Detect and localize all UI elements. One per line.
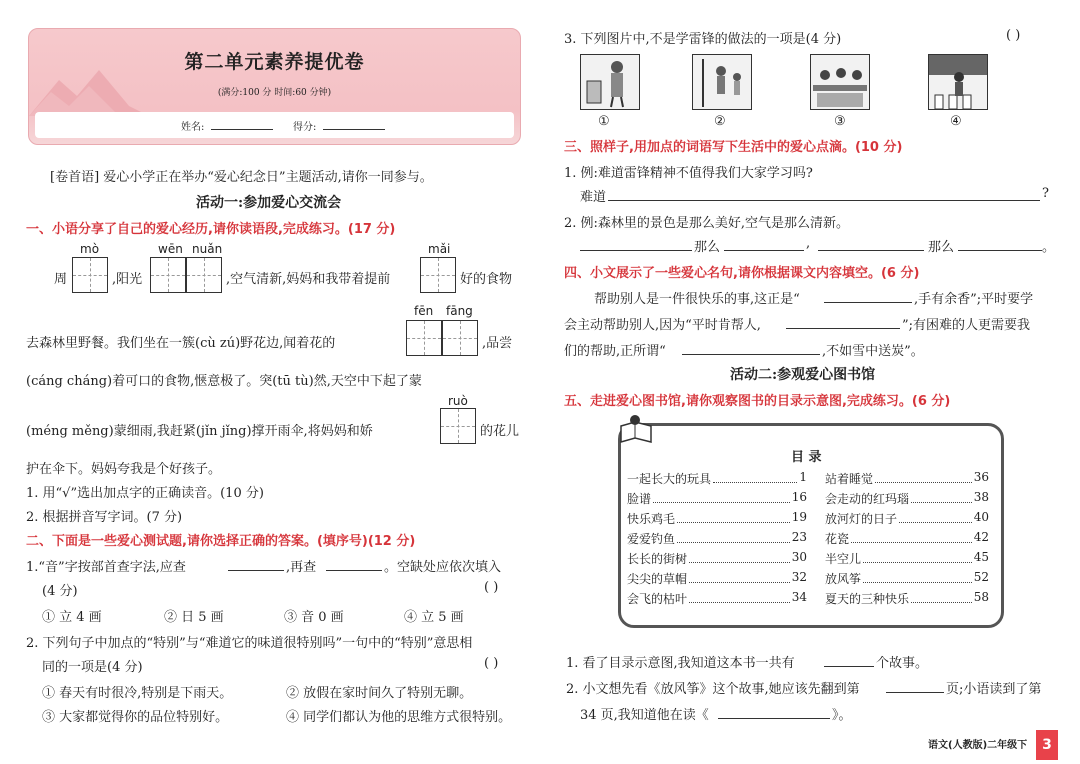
toc-story-title: 站着睡觉 xyxy=(825,472,874,486)
name-field[interactable] xyxy=(211,116,273,130)
activity-1-heading: 活动一:参加爱心交流会 xyxy=(196,195,342,211)
picture-label-1: ① xyxy=(598,114,610,129)
section-4-line-2a: 会主动帮助别人,因为“平时肯帮人, xyxy=(564,318,761,333)
toc-row-left xyxy=(627,530,807,547)
picture-4-crossing xyxy=(928,54,988,110)
answer-blank-radical[interactable] xyxy=(228,556,284,571)
toc-leader-dots xyxy=(863,570,972,583)
question-5-2b: 页;小语读到了第 xyxy=(946,682,1042,697)
toc-row-left xyxy=(627,590,807,607)
question-2-1-points: (4 分) xyxy=(42,584,78,599)
toc-story-title: 会飞的枯叶 xyxy=(627,592,688,606)
option-2-2-b: ② 放假在家时间久了特别无聊。 xyxy=(286,686,473,701)
score-label: 得分: xyxy=(293,122,317,133)
table-of-contents-card xyxy=(618,423,1004,628)
answer-blank-5-2a[interactable] xyxy=(886,678,944,693)
toc-story-title: 花瓷 xyxy=(825,532,850,546)
toc-page-number: 16 xyxy=(791,490,807,504)
section-4-line-1a: 帮助别人是一件很快乐的事,这正是“ xyxy=(594,292,800,307)
word-name-1: 那么 xyxy=(694,240,721,255)
toc-page-number: 42 xyxy=(973,530,989,544)
name-score-bar xyxy=(35,112,514,138)
picture-1-trash xyxy=(580,54,640,110)
toc-leader-dots xyxy=(689,590,790,603)
answer-blank-3-2b[interactable] xyxy=(724,236,804,251)
toc-story-title: 快乐鸡毛 xyxy=(627,512,676,526)
toc-row-right xyxy=(825,550,989,567)
example-3-2: 2. 例:森林里的景色是那么美好,空气是那么清新。 xyxy=(564,216,850,231)
option-2-1-b: ② 日 5 画 xyxy=(164,610,224,625)
toc-page-number: 34 xyxy=(791,590,807,604)
activity-2-heading: 活动二:参观爱心图书馆 xyxy=(730,367,876,383)
passage-line-4a: (méng měng)蒙细雨,我赶紧(jǐn jǐng)撑开雨伞,将妈妈和娇 xyxy=(26,424,373,439)
char-box-mai[interactable] xyxy=(420,257,456,293)
question-2-1a: 1.“音”字按部首查字法,应查 xyxy=(26,560,186,575)
toc-leader-dots xyxy=(863,550,972,563)
section-4-line-2b: ”;有困难的人更需要我 xyxy=(902,318,1031,333)
toc-story-title: 半空儿 xyxy=(825,552,862,566)
toc-leader-dots xyxy=(653,490,790,503)
section-4-title: 四、小文展示了一些爱心名句,请你根据课文内容填空。(6 分) xyxy=(564,266,920,281)
question-2-2a: 2. 下列句子中加点的“特别”与“难道它的味道很特别吗”一句中的“特别”意思相 xyxy=(26,636,473,651)
toc-row-left xyxy=(627,550,807,567)
question-5-2a: 2. 小文想先看《放风筝》这个故事,她应该先翻到第 xyxy=(566,682,860,697)
answer-blank-5-2b[interactable] xyxy=(718,704,830,719)
option-2-1-c: ③ 音 0 画 xyxy=(284,610,344,625)
passage-line-4b: 的花儿 xyxy=(480,424,520,439)
picture-3-classroom xyxy=(810,54,870,110)
question-1-1: 1. 用“√”选出加点字的正确读音。(10 分) xyxy=(26,486,264,501)
answer-blank-3-2c[interactable] xyxy=(818,236,924,251)
toc-leader-dots xyxy=(689,550,790,563)
char-box-wen[interactable] xyxy=(150,257,186,293)
answer-blank-4-1[interactable] xyxy=(824,288,912,303)
pinyin-wen: wēn xyxy=(158,242,183,256)
answer-blank-4-3[interactable] xyxy=(682,340,820,355)
section-4-line-3a: 们的帮助,正所谓“ xyxy=(564,344,666,359)
toc-page-number: 58 xyxy=(973,590,989,604)
pinyin-mo: mò xyxy=(80,242,100,256)
toc-row-left xyxy=(627,470,807,487)
toc-page-number: 36 xyxy=(973,470,989,484)
question-5-2c: 34 页,我知道他在读《 xyxy=(580,708,709,723)
section-3-title: 三、照样子,用加点的词语写下生活中的爱心点滴。(10 分) xyxy=(564,140,903,155)
toc-row-right xyxy=(825,590,989,607)
char-box-fang[interactable] xyxy=(442,320,478,356)
toc-story-title: 脸谱 xyxy=(627,492,652,506)
word-name-2: 那么 xyxy=(928,240,955,255)
question-2-3: 3. 下列图片中,不是学雷锋的做法的一项是(4 分) xyxy=(564,32,842,47)
option-2-2-a: ① 春天有时很冷,特别是下雨天。 xyxy=(42,686,233,701)
question-5-2d: 》。 xyxy=(832,708,852,723)
passage-line-1c: ,空气清新,妈妈和我带着提前 xyxy=(226,272,391,287)
char-box-mo[interactable] xyxy=(72,257,108,293)
comma-3-2: , xyxy=(806,236,811,251)
toc-story-title: 会走动的红玛瑙 xyxy=(825,492,910,506)
toc-row-right xyxy=(825,510,989,527)
toc-story-title: 一起长大的玩具 xyxy=(627,472,712,486)
toc-story-title: 爱爱钓鱼 xyxy=(627,532,676,546)
passage-line-1b: ,阳光 xyxy=(112,272,143,287)
question-1-2: 2. 根据拼音写字词。(7 分) xyxy=(26,510,183,525)
char-box-ruo[interactable] xyxy=(440,408,476,444)
answer-paren-2-3[interactable]: ( ) xyxy=(1006,28,1021,43)
toc-story-title: 长长的街树 xyxy=(627,552,688,566)
toc-row-left xyxy=(627,570,807,587)
intro-text: [卷首语] 爱心小学正在举办“爱心纪念日”主题活动,请你一同参与。 xyxy=(50,170,433,185)
question-5-1b: 个故事。 xyxy=(876,656,929,671)
answer-blank-4-2[interactable] xyxy=(786,314,900,329)
example-3-1: 1. 例:难道雷锋精神不值得我们大家学习吗? xyxy=(564,166,813,181)
question-2-1c: 。空缺处应依次填入 xyxy=(384,560,502,575)
toc-leader-dots xyxy=(677,530,790,543)
toc-leader-dots xyxy=(911,590,972,603)
toc-leader-dots xyxy=(875,470,972,483)
char-box-fen[interactable] xyxy=(406,320,442,356)
toc-row-right xyxy=(825,530,989,547)
toc-leader-dots xyxy=(911,490,972,503)
toc-page-number: 1 xyxy=(799,470,807,484)
section-4-line-1b: ,手有余香”;平时要学 xyxy=(914,292,1034,307)
answer-blank-3-2d[interactable] xyxy=(958,236,1042,251)
toc-page-number: 38 xyxy=(973,490,989,504)
answer-blank-5-1[interactable] xyxy=(824,652,874,667)
toc-story-title: 夏天的三种快乐 xyxy=(825,592,910,606)
answer-blank-3-2a[interactable] xyxy=(580,236,692,251)
answer-paren-2-2[interactable]: ( ) xyxy=(484,656,499,671)
toc-row-left xyxy=(627,510,807,527)
picture-label-3: ③ xyxy=(834,114,846,129)
pinyin-nuan: nuǎn xyxy=(192,242,223,256)
toc-story-title: 尖尖的草帽 xyxy=(627,572,688,586)
toc-leader-dots xyxy=(677,510,790,523)
option-2-2-d: ④ 同学们都认为他的思维方式很特别。 xyxy=(286,710,512,725)
toc-page-number: 52 xyxy=(973,570,989,584)
section-5-title: 五、走进爱心图书馆,请你观察图书的目录示意图,完成练习。(6 分) xyxy=(564,394,951,409)
option-2-1-d: ④ 立 5 画 xyxy=(404,610,464,625)
header-banner xyxy=(28,28,521,145)
exam-info: (满分:100 分 时间:60 分钟) xyxy=(217,88,332,98)
toc-page-number: 30 xyxy=(791,550,807,564)
footer-book: 语文(人教版)二年级下 xyxy=(928,740,1028,751)
toc-leader-dots xyxy=(851,530,972,543)
toc-leader-dots xyxy=(689,570,790,583)
page-title: 第二单元素养提优卷 xyxy=(184,51,365,73)
toc-leader-dots xyxy=(899,510,972,523)
toc-leader-dots xyxy=(713,470,797,483)
question-mark: ? xyxy=(1042,186,1049,201)
question-5-1a: 1. 看了目录示意图,我知道这本书一共有 xyxy=(566,656,795,671)
section-1-title: 一、小语分享了自己的爱心经历,请你读语段,完成练习。(17 分) xyxy=(26,222,396,237)
question-2-1b: ,再查 xyxy=(286,560,317,575)
passage-line-5: 护在伞下。妈妈夸我是个好孩子。 xyxy=(26,462,222,477)
toc-page-number: 32 xyxy=(791,570,807,584)
passage-line-1a: 周 xyxy=(54,272,68,287)
name-label: 姓名: xyxy=(181,122,205,133)
toc-page-number: 45 xyxy=(973,550,989,564)
passage-line-2b: ,品尝 xyxy=(482,336,513,351)
book-icon xyxy=(619,414,653,444)
answer-blank-strokes[interactable] xyxy=(326,556,382,571)
toc-row-right xyxy=(825,470,989,487)
toc-story-title: 放河灯的日子 xyxy=(825,512,898,526)
pinyin-mai: mǎi xyxy=(428,242,451,256)
pinyin-fang: fāng xyxy=(446,304,473,318)
period-3-2: 。 xyxy=(1042,240,1056,255)
toc-row-left xyxy=(627,490,807,507)
toc-story-title: 放风筝 xyxy=(825,572,862,586)
picture-label-2: ② xyxy=(714,114,726,129)
page-number: 3 xyxy=(1036,730,1058,760)
picture-2-helping xyxy=(692,54,752,110)
option-2-2-c: ③ 大家都觉得你的品位特别好。 xyxy=(42,710,229,725)
passage-line-2a: 去森林里野餐。我们坐在一簇(cù zú)野花边,闻着花的 xyxy=(26,336,336,351)
passage-line-3: (cáng cháng)着可口的食物,惬意极了。突(tū tù)然,天空中下起了蒙 xyxy=(26,374,422,389)
toc-page-number: 23 xyxy=(791,530,807,544)
toc-row-right xyxy=(825,570,989,587)
answer-paren-2-1[interactable]: ( ) xyxy=(484,580,499,595)
toc-title: 目 录 xyxy=(791,450,822,465)
fill-prefix-nandao: 难道 xyxy=(580,190,607,205)
option-2-1-a: ① 立 4 画 xyxy=(42,610,102,625)
toc-page-number: 19 xyxy=(791,510,807,524)
section-2-title: 二、下面是一些爱心测试题,请你选择正确的答案。(填序号)(12 分) xyxy=(26,534,416,549)
toc-row-right xyxy=(825,490,989,507)
picture-label-4: ④ xyxy=(950,114,962,129)
question-2-2b: 同的一项是(4 分) xyxy=(42,660,143,675)
answer-blank-3-1[interactable] xyxy=(608,186,1040,201)
pinyin-fen: fēn xyxy=(414,304,434,318)
section-4-line-3b: ,不如雪中送炭”。 xyxy=(822,344,924,359)
passage-line-1d: 好的食物 xyxy=(460,272,513,287)
pinyin-ruo: ruò xyxy=(448,394,468,408)
toc-page-number: 40 xyxy=(973,510,989,524)
char-box-nuan[interactable] xyxy=(186,257,222,293)
score-field[interactable] xyxy=(323,116,385,130)
